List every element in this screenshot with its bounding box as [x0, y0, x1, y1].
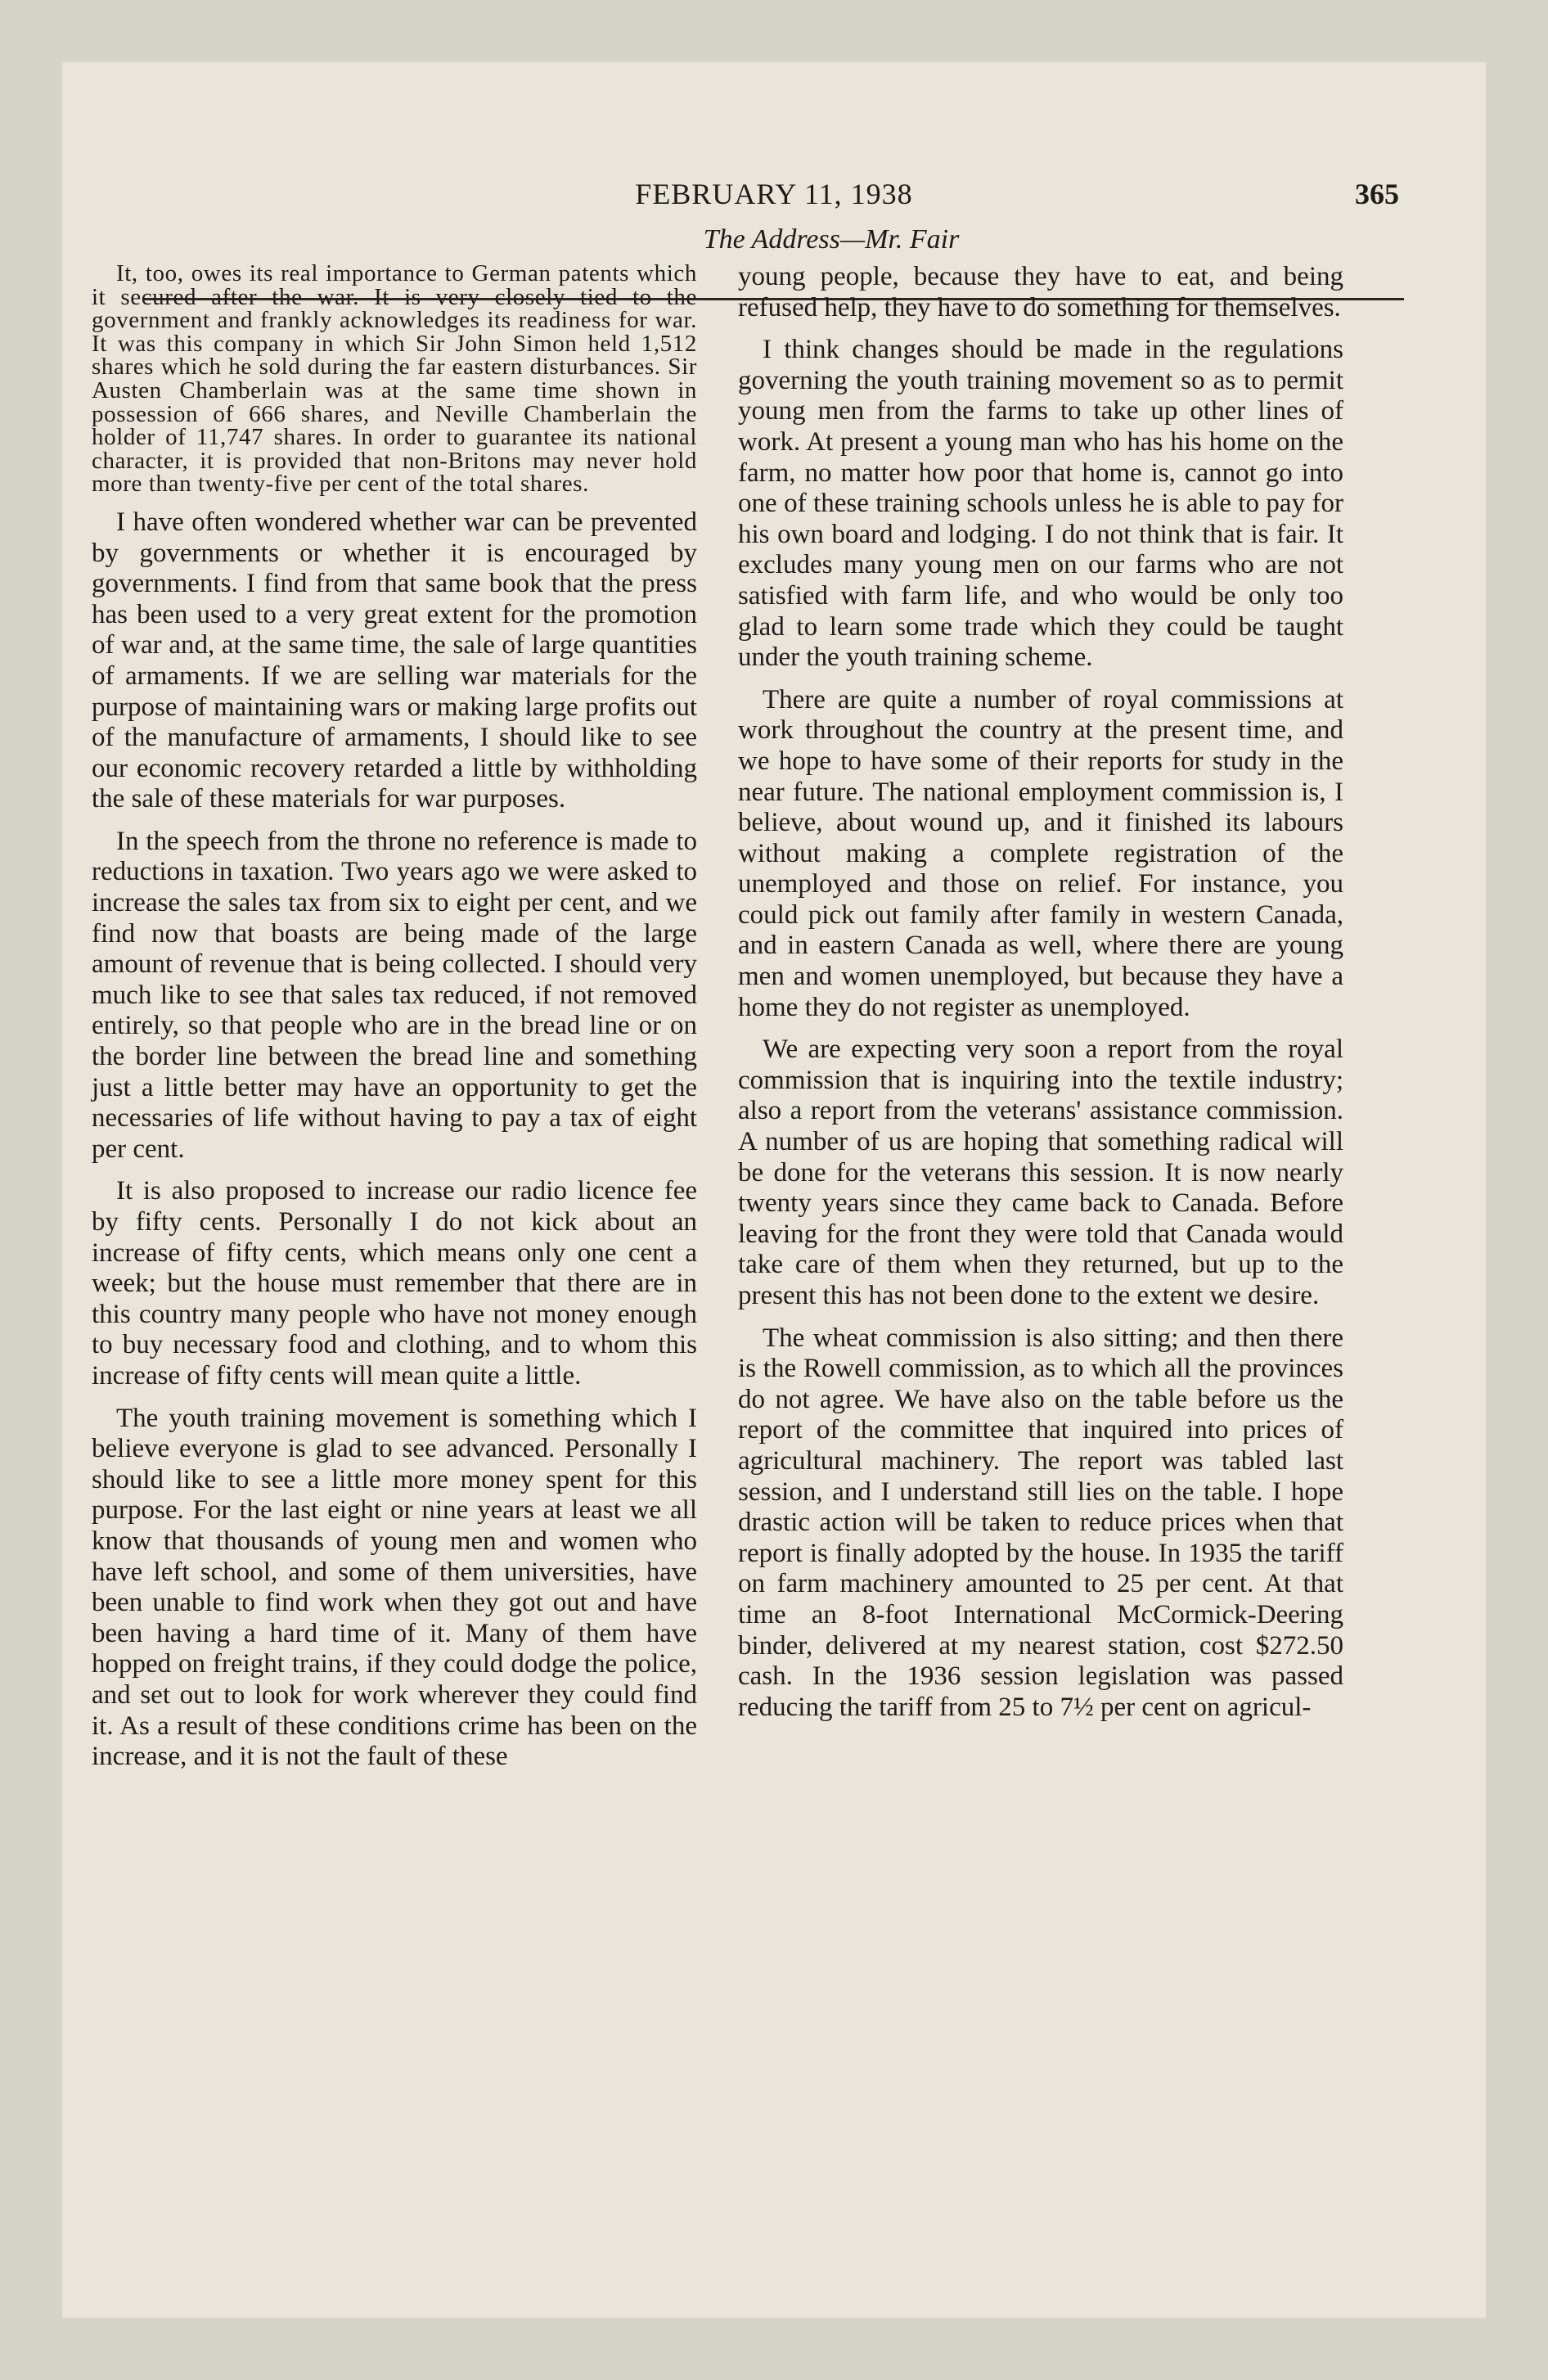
paragraph: The youth training movement is something which I believe everyone is glad to see advanced. Personally I should like to see a little more money spent for this purpose. For the last eight or nine years at least we all know that thousands of young men and women who have left school, and some of them universities, have been unable to find work when they got out and have been having a hard time of it. Many of them have hopped on freight trains, if they could dodge the police, and set out to look for work wherever they could find it. As a result of these conditions crime has been on the increase, and it is not the fault of these [92, 1403, 697, 1772]
left-column [92, 262, 697, 1784]
header-date: FEBRUARY 11, 1938 [635, 178, 913, 210]
right-column [738, 262, 1343, 1734]
paragraph: It is also proposed to increase our radio licence fee by fifty cents. Personally I do not kick about an increase of fifty cents, which means only one cent a week; but the house must remember that there are in this country many people who have not money enough to buy necessary food and clothing, and to whom this increase of fifty cents will mean quite a little. [92, 1176, 697, 1391]
paragraph: I think changes should be made in the regulations governing the youth training movement so as to permit young men from the farms to take up other lines of work. At present a young man who has his home on the farm, no matter how poor that home is, cannot go into one of these training schools unless he is able to pay for his own board and lodging. I do not think that is fair. It excludes many young men on our farms who are not satisfied with farm life, and who would be only too glad to learn some trade which they could be taught under the youth training scheme. [738, 335, 1343, 673]
paragraph: There are quite a number of royal commissions at work throughout the country at the present time, and we hope to have some of their reports for study in the near future. The national employment commission is, I believe, about wound up, and it finished its labours without making a complete registration of the unemployed and those on relief. For instance, you could pick out family after family in western Canada, and in eastern Canada as well, where there are young men and women unemployed, but because they have a home they do not register as unemployed. [738, 684, 1343, 1022]
paragraph: We are expecting very soon a report from the royal commission that is inquiring into the textile industry; also a report from the veterans' assistance commission. A number of us are hoping that something radical will be done for the veterans this session. It is now nearly twenty years since they came back to Canada. Before leaving for the front they were told that Canada would take care of them when they returned, but up to the present this has not been done to the extent we desire. [738, 1034, 1343, 1310]
paragraph: The wheat commission is also sitting; and then there is the Rowell commission, as to which all the provinces do not agree. We have also on the table before us the report of the committee that inquired into prices of agricultural machinery. The report was tabled last session, and I understand still lies on the table. I hope drastic action will be taken to reduce prices when that report is finally adopted by the house. In 1935 the tariff on farm machinery amounted to 25 per cent. At that time an 8-foot International McCormick-Deering binder, delivered at my nearest station, cost $272.50 cash. In the 1936 session legislation was passed reducing the tariff from 25 to 7½ per cent on agricul- [738, 1323, 1343, 1722]
paragraph: I have often wondered whether war can be prevented by governments or whether it is encouraged by governments. I find from that same book that the press has been used to a very great extent for the promotion of war and, at the same time, the sale of large quantities of armaments. If we are selling war materials for the purpose of maintaining wars or making large profits out of the manufacture of armaments, I should like to see our economic recovery retarded a little by withholding the sale of these materials for war purposes. [92, 507, 697, 814]
paragraph: In the speech from the throne no reference is made to reductions in taxation. Two years ago we were asked to increase the sales tax from six to eight per cent, and we find now that boasts are being made of the large amount of revenue that is being collected. I should very much like to see that sales tax reduced, if not removed entirely, so that people who are in the bread line or on the border line between the bread line and something just a little better may have an opportunity to get the necessaries of life without having to pay a tax of eight per cent. [92, 826, 697, 1164]
paragraph: young people, because they have to eat, and being refused help, they have to do something for themselves. [738, 262, 1343, 322]
page-number: 365 [1355, 178, 1399, 210]
header-subtitle: The Address—Mr. Fair [703, 224, 960, 255]
paragraph: It, too, owes its real importance to German patents which it secured after the war. It is very closely tied to the government and frankly acknowledges its readiness for war. It was this company in which Sir John Simon held 1,512 shares which he sold during the far eastern disturbances. Sir Austen Chamberlain was at the same time shown in possession of 666 shares, and Neville Chamberlain the holder of 11,747 shares. In order to guarantee its national character, it is provided that non-Britons may never hold more than twenty-five per cent of the total shares. [92, 260, 697, 498]
